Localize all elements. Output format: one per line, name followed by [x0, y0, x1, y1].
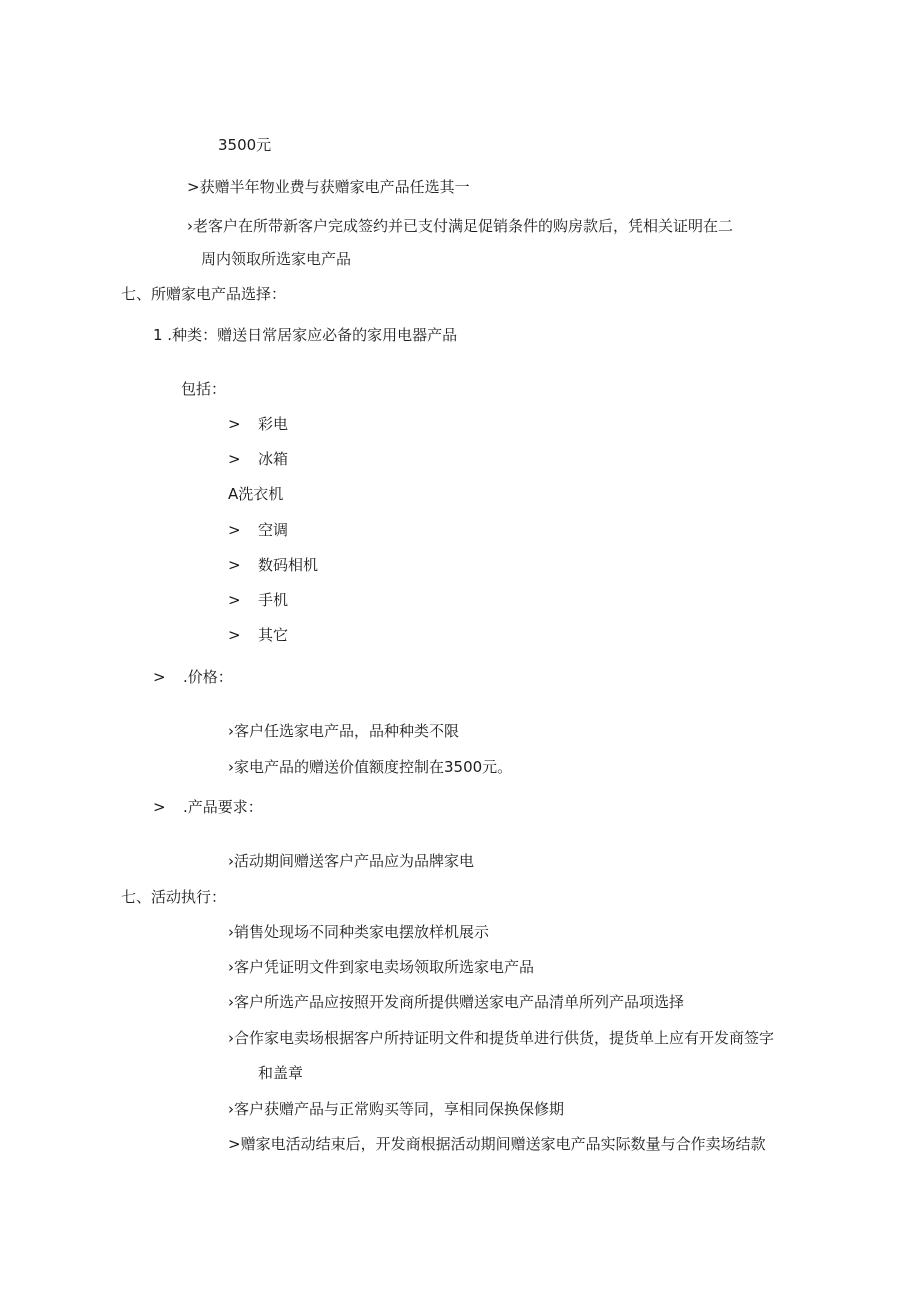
item-price-label: .价格： [183, 668, 233, 686]
item-category: 1 .种类：赠送日常居家应必备的家用电器产品 [153, 326, 458, 344]
bullet-supply: ›合作家电卖场根据客户所持证明文件和提货单进行供货，提货单上应有开发商签字 [228, 1029, 775, 1047]
list-marker: > [153, 668, 166, 686]
bullet-brand: ›活动期间赠送客户产品应为品牌家电 [228, 852, 475, 870]
bullet-old-customer-cont: 周内领取所选家电产品 [201, 250, 352, 268]
list-marker: > [228, 415, 241, 433]
list-marker: > [228, 450, 241, 468]
section-heading-gift-selection: 七、所赠家电产品选择： [121, 285, 287, 303]
list-marker: > [228, 591, 241, 609]
bullet-any-product: ›客户任选家电产品，品种种类不限 [228, 722, 460, 740]
list-item [228, 555, 318, 575]
list-item-label: 数码相机 [258, 556, 319, 574]
bullet-selection-list: ›客户所选产品应按照开发商所提供赠送家电产品清单所列产品项选择 [228, 993, 685, 1011]
amount-line: 3500元 [218, 136, 272, 154]
list-item [228, 590, 288, 610]
section-heading-execution: 七、活动执行： [121, 888, 227, 906]
bullet-old-customer: ›老客户在所带新客户完成签约并已支付满足促销条件的购房款后，凭相关证明在二 [187, 217, 734, 235]
item-requirements [153, 797, 263, 817]
list-marker: > [228, 556, 241, 574]
list-item [228, 414, 288, 434]
list-item [228, 449, 288, 469]
list-item-label: 空调 [258, 521, 289, 539]
bullet-settlement: >赠家电活动结束后，开发商根据活动期间赠送家电产品实际数量与合作卖场结款 [228, 1135, 766, 1153]
list-item: A洗衣机 [228, 485, 284, 503]
list-marker: > [228, 626, 241, 644]
list-item-label: 手机 [258, 591, 289, 609]
list-item-label: 彩电 [258, 415, 289, 433]
list-item [228, 520, 288, 540]
list-item-label: 其它 [258, 626, 289, 644]
bullet-warranty: ›客户获赠产品与正常购买等同，享相同保换保修期 [228, 1100, 565, 1118]
bullet-pickup: ›客户凭证明文件到家电卖场领取所选家电产品 [228, 958, 535, 976]
list-item [228, 625, 288, 645]
item-price [153, 667, 233, 687]
bullet-choice: >获赠半年物业费与获赠家电产品任选其一 [187, 178, 470, 196]
bullet-supply-cont: 和盖章 [258, 1064, 304, 1082]
bullet-value-limit: ›家电产品的赠送价值额度控制在3500元。 [228, 758, 513, 776]
list-marker: > [153, 798, 166, 816]
list-marker: > [228, 521, 241, 539]
item-requirements-label: .产品要求： [183, 798, 263, 816]
includes-label: 包括： [181, 380, 227, 398]
list-item-label: 冰箱 [258, 450, 289, 468]
bullet-display: ›销售处现场不同种类家电摆放样机展示 [228, 923, 490, 941]
